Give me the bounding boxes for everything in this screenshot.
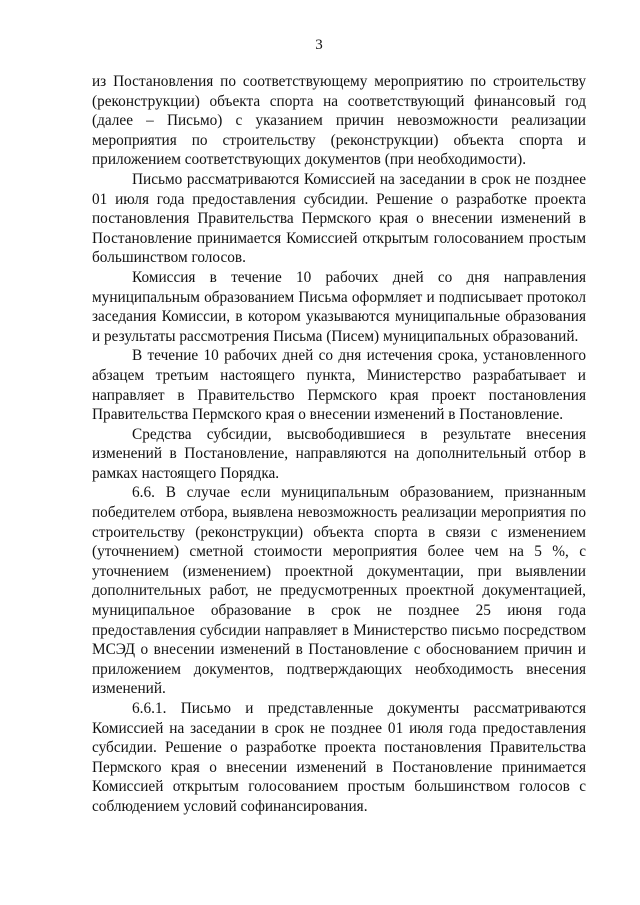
paragraph-ministry-draft: В течение 10 рабочих дней со дня истечения срока, установленного абзацем третьим настоящего пункта, Министерство разрабатывает и направляет в Правительство Пермского края проект постановления Правительства Пермского края о внесении изменений в Постановление. xyxy=(92,347,586,424)
paragraph-letter-review: Письмо рассматриваются Комиссией на заседании в срок не позднее 01 июля года предоставления субсидии. Решение о разработке проекта постановления Правительства Пермского края о внесении изменений в Постановление принимается Комиссией открытым голосованием простым большинством голосов. xyxy=(92,170,586,267)
paragraph-continuation: из Постановления по соответствующему мероприятию по строительству (реконструкции) объекта спорта на соответствующий финансовый год (далее – Письмо) с указанием причин невозможности реализации мероприятия по строительству (реконструкции) объекта спорта и приложением соответствующих документов (при необходимости). xyxy=(92,73,586,169)
paragraph-commission-protocol: Комиссия в течение 10 рабочих дней со дня направления муниципальным образованием Письма оформляет и подписывает протокол заседания Комиссии, в котором указываются муниципальные образования и результаты рассмотрения Письма (Писем) муниципальных образований. xyxy=(92,268,586,345)
paragraph-released-funds: Средства субсидии, высвободившиеся в результате внесения изменений в Постановление, направляются на дополнительный отбор в рамках настоящего Порядка. xyxy=(92,425,586,482)
paragraph-6-6: 6.6. В случае если муниципальным образованием, признанным победителем отбора, выявлена невозможность реализации мероприятия по строительству (реконструкции) объекта спорта в связи с изменением (уточнением) сметной стоимости мероприятия более чем на 5 %, с уточнением (изменением) проектной документации, при выявлении дополнительных работ, не предусмотренных проектной документацией, муниципальное образование в срок не позднее 25 июня года предоставления субсидии направляет в Министерство письмо посредством МСЭД о внесении изменений в Постановление с обоснованием причин и приложением документов, подтверждающих необходимость внесения изменений. xyxy=(92,484,586,698)
page-number: 3 xyxy=(315,37,323,53)
paragraph-6-6-1: 6.6.1. Письмо и представленные документы рассматриваются Комиссией на заседании в срок не позднее 01 июля года предоставления субсидии. Решение о разработке проекта постановления Правительства Пермского края о внесении изменений в Постановление принимается Комиссией открытым голосованием простым большинством голосов с соблюдением условий софинансирования. xyxy=(92,700,586,815)
